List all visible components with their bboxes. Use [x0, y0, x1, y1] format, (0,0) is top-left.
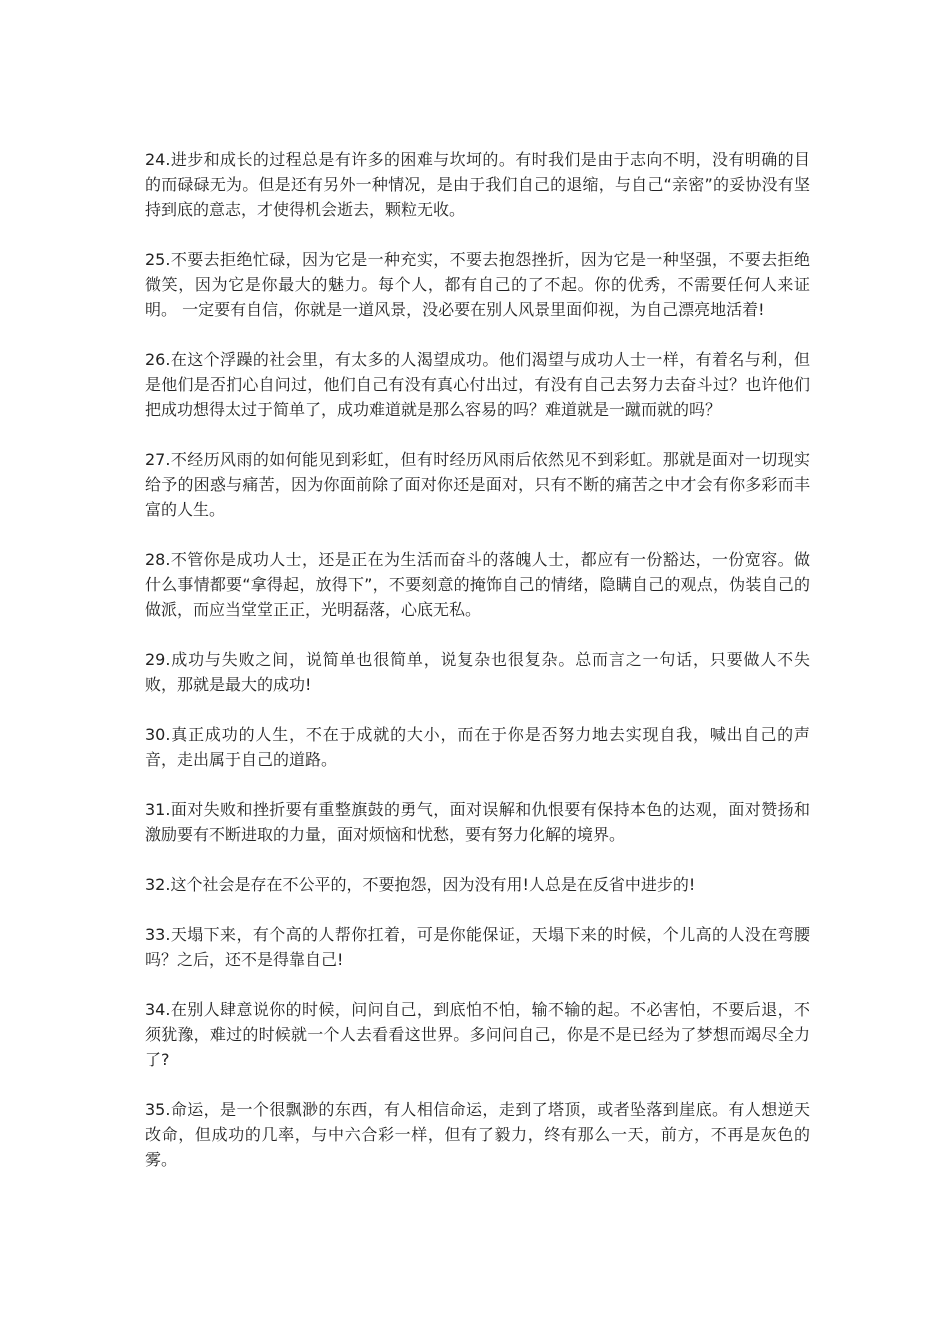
paragraph-35: 35.命运，是一个很飘渺的东西，有人相信命运，走到了塔顶，或者坠落到崖底。有人想逆天改命，但成功的几率，与中六合彩一样，但有了毅力，终有那么一天，前方，不再是灰色的雾。 — [145, 1100, 810, 1169]
paragraph-33: 33.天塌下来，有个高的人帮你扛着，可是你能保证，天塌下来的时候，个儿高的人没在弯腰吗？之后，还不是得靠自己! — [145, 925, 810, 969]
paragraph-24: 24.进步和成长的过程总是有许多的困难与坎坷的。有时我们是由于志向不明，没有明确的目的而碌碌无为。但是还有另外一种情况，是由于我们自己的退缩，与自己“亲密”的妥协没有坚持到底的意志，才使得机会逝去，颗粒无收。 — [145, 150, 810, 219]
paragraph-29: 29.成功与失败之间，说简单也很简单，说复杂也很复杂。总而言之一句话，只要做人不失败，那就是最大的成功! — [145, 650, 810, 694]
paragraph-27: 27.不经历风雨的如何能见到彩虹，但有时经历风雨后依然见不到彩虹。那就是面对一切现实给予的困惑与痛苦，因为你面前除了面对你还是面对，只有不断的痛苦之中才会有你多彩而丰富的人生。 — [145, 450, 810, 519]
paragraph-34: 34.在别人肆意说你的时候，问问自己，到底怕不怕，输不输的起。不必害怕，不要后退，不须犹豫，难过的时候就一个人去看看这世界。多问问自己，你是不是已经为了梦想而竭尽全力了? — [145, 1000, 810, 1069]
paragraph-25: 25.不要去拒绝忙碌，因为它是一种充实，不要去抱怨挫折，因为它是一种坚强，不要去拒绝微笑，因为它是你最大的魅力。每个人，都有自己的了不起。你的优秀，不需要任何人来证明。 一定要有自信，你就是一道风景，没必要在别人风景里面仰视，为自己漂亮地活着! — [145, 250, 810, 319]
paragraph-30: 30.真正成功的人生，不在于成就的大小，而在于你是否努力地去实现自我，喊出自己的声音，走出属于自己的道路。 — [145, 725, 810, 769]
paragraph-26: 26.在这个浮躁的社会里，有太多的人渴望成功。他们渴望与成功人士一样，有着名与利，但是他们是否扪心自问过，他们自己有没有真心付出过，有没有自己去努力去奋斗过？也许他们把成功想得太过于简单了，成功难道就是那么容易的吗？难道就是一蹴而就的吗？ — [145, 350, 810, 419]
document-body — [145, 147, 810, 1197]
paragraph-28: 28.不管你是成功人士，还是正在为生活而奋斗的落魄人士，都应有一份豁达，一份宽容。做什么事情都要“拿得起，放得下”，不要刻意的掩饰自己的情绪，隐瞒自己的观点，伪装自己的做派，而应当堂堂正正，光明磊落，心底无私。 — [145, 550, 810, 619]
paragraph-32: 32.这个社会是存在不公平的，不要抱怨，因为没有用!人总是在反省中进步的! — [145, 875, 696, 894]
paragraph-31: 31.面对失败和挫折要有重整旗鼓的勇气，面对误解和仇恨要有保持本色的达观，面对赞扬和激励要有不断进取的力量，面对烦恼和忧愁，要有努力化解的境界。 — [145, 800, 810, 844]
